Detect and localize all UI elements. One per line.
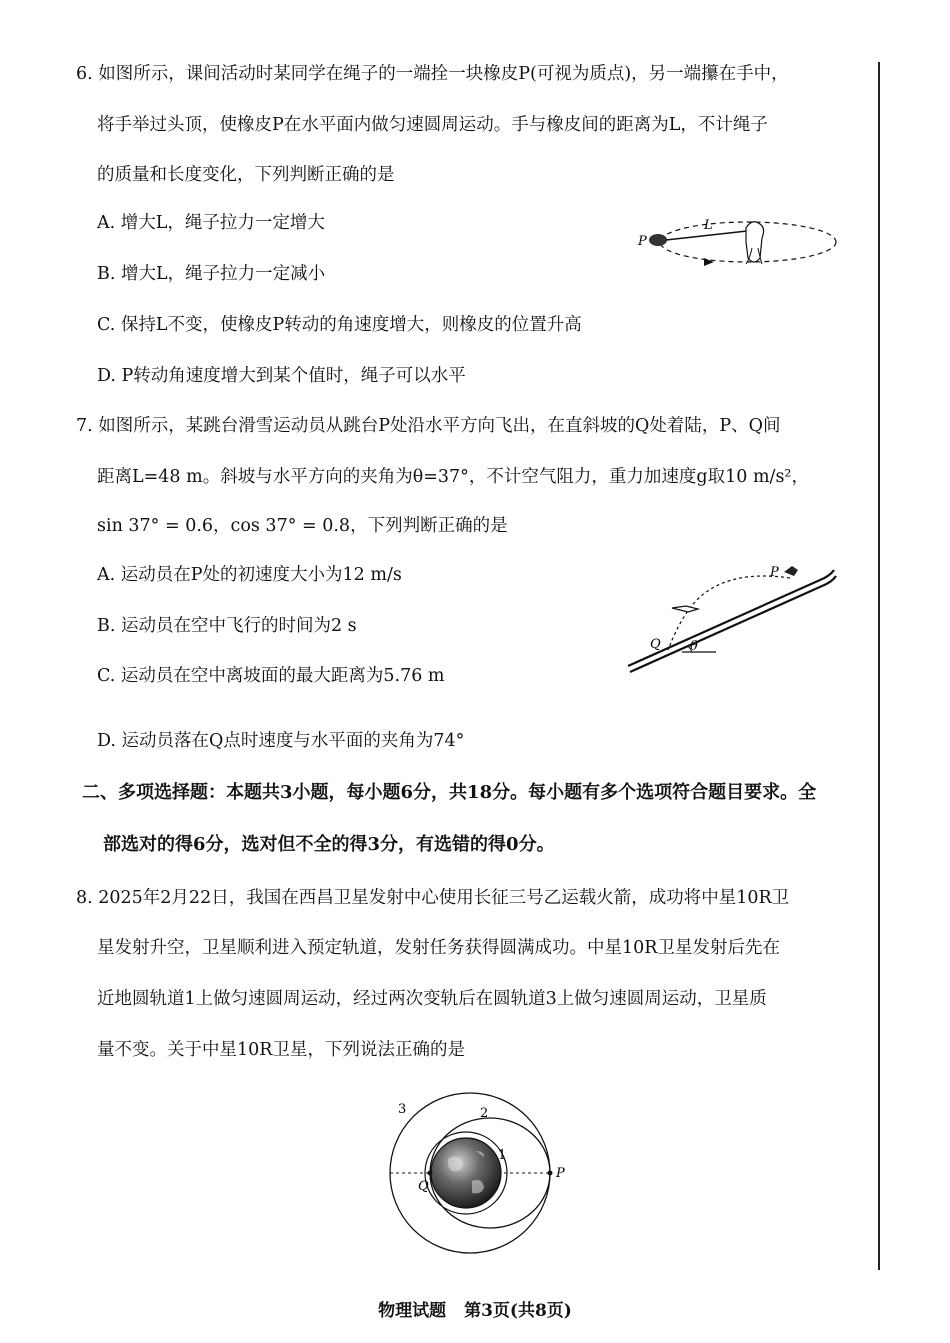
point-p bbox=[548, 1171, 553, 1176]
q7-slope-lower bbox=[630, 576, 836, 672]
q7-label-q: Q bbox=[650, 637, 661, 652]
label-q: Q bbox=[418, 1179, 429, 1194]
earth-icon bbox=[431, 1138, 501, 1208]
q6-option-b: B. 增大L，绳子拉力一定减小 bbox=[97, 264, 326, 284]
q7-option-b: B. 运动员在空中飞行的时间为2 s bbox=[97, 616, 357, 636]
q7-stem-line-2: 距离L=48 m。斜坡与水平方向的夹角为θ=37°，不计空气阻力，重力加速度g取10 m/s²， bbox=[97, 467, 809, 487]
q6-direction-arrow bbox=[704, 258, 714, 266]
section-2-line-2: 部选对的得6分，选对但不全的得3分，有选错的得0分。 bbox=[103, 834, 555, 855]
q6-eraser bbox=[649, 234, 667, 246]
q7-stem-line-1: 7. 如图所示，某跳台滑雪运动员从跳台P处沿水平方向飞出，在直斜坡的Q处着陆，P、Q间 bbox=[76, 416, 781, 436]
q6-label-p: P bbox=[638, 234, 647, 249]
q6-option-a: A. 增大L，绳子拉力一定增大 bbox=[97, 213, 325, 233]
margin-rule bbox=[878, 62, 880, 1270]
label-orbit-2: 2 bbox=[480, 1106, 489, 1121]
footer-page-number: 第3页(共8页) bbox=[464, 1301, 572, 1321]
q6-stem-line-2: 将手举过头顶，使橡皮P在水平面内做匀速圆周运动。手与橡皮间的距离为L，不计绳子 bbox=[97, 115, 768, 135]
section-2-line-1: 二、多项选择题：本题共3小题，每小题6分，共18分。每小题有多个选项符合题目要求。全 bbox=[82, 782, 817, 803]
point-q bbox=[428, 1171, 433, 1176]
q7-option-c: C. 运动员在空中离坡面的最大距离为5.76 m bbox=[97, 666, 445, 686]
q7-option-a: A. 运动员在P处的初速度大小为12 m/s bbox=[97, 565, 402, 585]
q8-figure-orbits bbox=[380, 1095, 580, 1265]
q7-label-theta: θ bbox=[690, 639, 698, 654]
q7-label-p: P bbox=[770, 565, 779, 580]
label-orbit-3: 3 bbox=[398, 1102, 407, 1117]
q8-stem-line-1: 8. 2025年2月22日，我国在西昌卫星发射中心使用长征三号乙运载火箭，成功将中星10R卫 bbox=[76, 888, 790, 908]
page-footer bbox=[0, 1296, 950, 1321]
q6-stem-line-3: 的质量和长度变化，下列判断正确的是 bbox=[97, 165, 395, 185]
q7-option-d: D. 运动员落在Q点时速度与水平面的夹角为74° bbox=[97, 731, 465, 751]
footer-subject: 物理试题 bbox=[378, 1301, 447, 1321]
q8-stem-line-4: 量不变。关于中星10R卫星，下列说法正确的是 bbox=[97, 1040, 465, 1060]
q7-skier-in-flight bbox=[672, 606, 698, 612]
q7-figure-ski-jump bbox=[620, 560, 840, 680]
q6-option-d: D. P转动角速度增大到某个值时，绳子可以水平 bbox=[97, 366, 466, 386]
q6-figure-circular-motion bbox=[628, 212, 838, 278]
q6-label-l: L bbox=[704, 218, 713, 233]
q8-stem-line-3: 近地圆轨道1上做匀速圆周运动，经过两次变轨后在圆轨道3上做匀速圆周运动，卫星质 bbox=[97, 989, 767, 1009]
label-orbit-1: 1 bbox=[498, 1148, 507, 1163]
label-p: P bbox=[556, 1166, 565, 1181]
q6-stem-line-1: 6. 如图所示，课间活动时某同学在绳子的一端拴一块橡皮P(可视为质点)，另一端攥在手中， bbox=[76, 64, 789, 84]
q7-skier-at-start bbox=[784, 566, 798, 576]
q6-option-c: C. 保持L不变，使橡皮P转动的角速度增大，则橡皮的位置升高 bbox=[97, 315, 582, 335]
q7-stem-line-3: sin 37° = 0.6，cos 37° = 0.8，下列判断正确的是 bbox=[97, 516, 508, 536]
q6-hand bbox=[746, 222, 764, 262]
q8-stem-line-2: 星发射升空，卫星顺利进入预定轨道，发射任务获得圆满成功。中星10R卫星发射后先在 bbox=[97, 938, 780, 958]
